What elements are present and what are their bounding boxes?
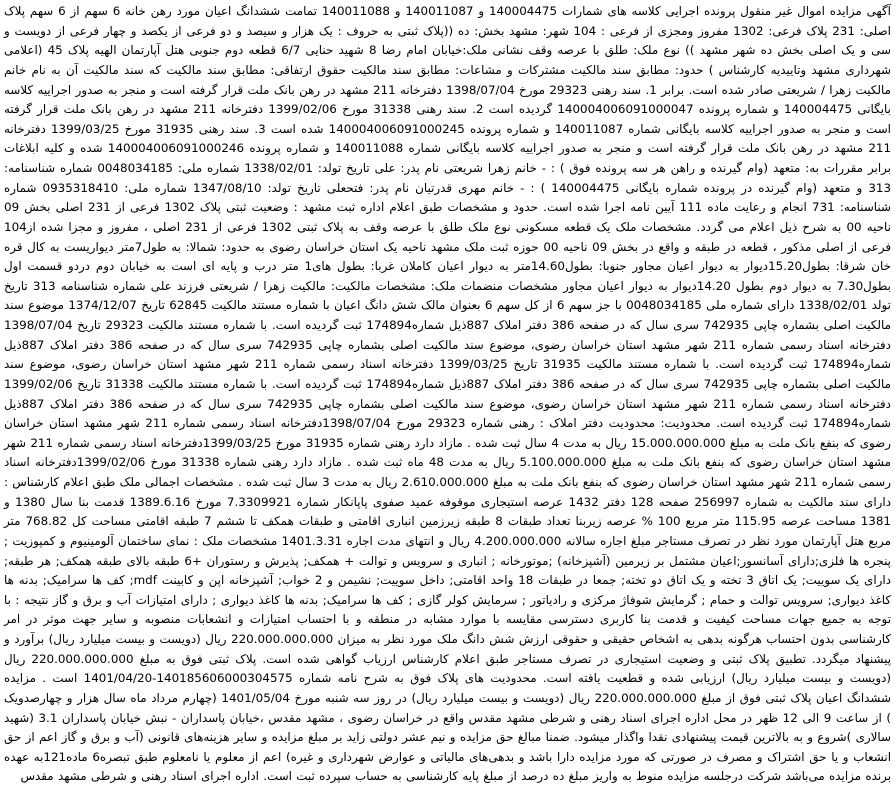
auction-notice-text: آگهی مزایده اموال غیر منقول پرونده اجرایی کلاسه های شمارات 140004475 و 140011087 و 140011088 تمامت ششدانگ اعیان مورد رهن خانه 6 سهم از 6 سهم پلاک اصلی: 231 پلاک فرعی: 1302 مفروز ومجزی از فرعی : 104 شهر: مشهد بخش: ده ((پلاک ثبتی به حروف : یک هزار و سیصد و دو فرعی از یکصد و چهار فرعی از دویست و سی و یک اصلی بخش ده شهر مشهد )) نوع ملک: طلق با عرصه وقف نشانی ملک:خیابان امام رضا 8 شهید حنایی 6/7 قطعه دوم جنوبی هتل آپارتمان الهیه پلاک 45 (اعلامی شهرداری مشهد وتاییدیه کارشناس ) حدود: مطابق سند مالکیت مشترکات و مشاعات: مطابق سند مالکیت حقوق ارتفاقی: مطابق سند مالکیت که سند مالکیت آن به نام خانم مالکیت زهرا / شریعتی صادر شده است. برابر 1. سند رهنی 29323 مورخ 1398/07/04 دفترخانه 211 مشهد در رهن بانک ملت قرار گرفته است و منجر به صدور اجراییه کلاسه بایگانی 140004475 و شماره پرونده 140004006091000047 گردیده است 2. سند رهنی 31338 مورخ 1399/02/06 دفترخانه 211 مشهد در رهن بانک ملت قرار گرفته است و منجر به صدور اجراییه کلاسه بایگانی شماره 140011087 و شماره پرونده 140004006091000245 شده است 3. سند رهنی 31935 مورخ 1399/03/25 دفترخانه 211 مشهد در رهن بانک ملت قرار گرفته است و منجر به صدور اجراییه کلاسه بایگانی شماره 140011088 و شماره پرونده 140004006091000246 شده و کلیه ابلاغات برابر مقررات به: متعهد (وام گیرنده و راهن هر سه پرونده فوق ) : - خانم زهرا شریعتی نام پدر: علی تاریخ تولد: 1338/02/01 شماره ملی: 0048034185 شماره شناسنامه: 313 و متعهد (وام گیرنده در پرونده شماره بایگانی 140004475 ) : - خانم مهری قدرتیان نام پدر: فتحعلی تاریخ تولد: 1347/08/10 شماره ملی: 0935318410 شماره شناسنامه: 731 انجام و رعایت ماده 111 آیین نامه اجرا شده است. حدود و مشخصات طبق اعلام اداره ثبت مشهد : وضعیت ثبتی پلاک 1302 فرعی از 231 اصلی بخش 09 ناحیه 00 به شرح ذیل اعلام می گردد. مشخصات ملک یک قطعه مسکونی نوع ملک طلق با عرصه وقف به پلاک ثبتی 1302 فرعی از 231 اصلی ، مفروز و مجزا شده از104 فرعی از اصلی مذکور ، قطعه در طبقه و واقع در بخش 09 ناحیه 00 حوزه ثبت ملک مشهد ناحیه یک استان خراسان رضوی به حدود: شمالا: به طول7متر دیواریست به کال قره خان شرقا: بطول15.20دیوار به دیوار اعیان مجاور جنوبا: بطول14.60متر به دیوار اعیان کاملان غربا: بطول های1 متر درب و پایه ای است به خیابان دوم دردو قسمت اول بطول7.30 به دیوار دوم بطول 14.20دیوار به دیوار اعیان مجاور مشخصات منضمات ملک: مشخصات مالکیت: مالکیت زهرا / شریعتی فرزند علی شماره شناسنامه 313 تاریخ تولد 1338/02/01 دارای شماره ملی 0048034185 با جز سهم 6 از کل سهم 6 بعنوان مالک شش دانگ اعیان با شماره مستند مالکیت 62845 تاریخ 1374/12/07 موضوع سند مالکیت اصلی بشماره چاپی 742935 سری سال که در صفحه 386 دفتر املاک 887ذیل شماره174894 ثبت گردیده است. با شماره مستند مالکیت 29323 تاریخ 1398/07/04 دفترخانه اسناد رسمی شماره 211 شهر مشهد استان خراسان رضوی، موضوع سند مالکیت اصلی بشماره چاپی 742935 سری سال که در صفحه 386 دفتر املاک 887ذیل شماره174894 ثبت گردیده است. با شماره مستند مالکیت 31935 تاریخ 1399/03/25 دفترخانه اسناد رسمی شماره 211 شهر مشهد استان خراسان رضوی، موضوع سند مالکیت اصلی بشماره چاپی 742935 سری سال که در صفحه 386 دفتر املاک 887ذیل شماره174894 ثبت گردیده است. با شماره مستند مالکیت 31338 تاریخ 1399/02/06 دفترخانه اسناد رسمی شماره 211 شهر مشهد استان خراسان رضوی، موضوع سند مالکیت اصلی بشماره چاپی 742935 سری سال که در صفحه 386 دفتر املاک 887ذیل شماره174894 ثبت گردیده است. محدودیت: محدودیت دفتر املاک : رهنی شماره 29323 مورخ 1398/07/04دفترخانه اسناد رسمی شماره 211 شهر مشهد استان خراسان رضوی که بنفع بانک ملت به مبلغ 15.000.000.000 ریال به مدت 4 سال ثبت شده . مازاد دارد رهنی شماره 31935 مورخ 1399/03/25دفترخانه اسناد رسمی شماره 211 شهر مشهد استان خراسان رضوی که بنفع بانک ملت به مبلغ 5.100.000.000 ریال به مدت 48 ماه ثبت شده . مازاد دارد رهنی شماره 31338 مورخ 1399/02/06دفترخانه اسناد رسمی شماره 211 شهر مشهد استان خراسان رضوی که بنفع بانک ملت به مبلغ 2.610.000.000 ریال به مدت 3 سال ثبت شده . مشخصات اجمالی ملک طبق اعلام کارشناس : دارای سند مالکیت به شماره 256997 صفحه 128 دفتر 1432 عرصه استیجاری موقوفه عمید صفوی پاپانکار شماره 7.3309921 مورخ 1389.6.16 قدمت بنا سال 1380 و 1381 مساحت عرصه 115.95 متر مربع 100 % عرصه زیربنا تعداد طبقات 8 طبقه زیرزمین انباری اقامتی و طبقات همکف تا ششم 7 طبقه اقامتی مساحت کل 768.82 متر مربع هتل آپارتمان مورد نظر در تصرف مستاجر مبلغ اجاره سالانه 4.200.000.000 ریال و انتهای مدت اجاره 1401.3.31 مشخصات ملک : نمای ساختمان آلومینیوم و کمپوزیت ; پنجره ها فلزی;دارای آسانسور;اعیان مشتمل بر زیرمین (آشپزخانه) ;موتورخانه ; انباری و سرویس و توالت + همکف; پذیرش و رستوران +6 طبقه بالای طبقه همکف; هر طبقه; دارای یک سوییت; یک اتاق 3 تخته و یک اتاق دو تخته; جمعا در طبقات 18 واحد اقامتی; داخل سوییت; نشیمن و 2 خواب; آشپزخانه اپن و کابینت mdf; کف ها سرامیک; بدنه ها کاغذ دیواری; سرویس توالت و حمام ; گرمایش شوفاژ مرکزی و رادیاتور ; سرمایش کولر گازی ; کف ها سرامیک; بدنه ها کاغذ دیواری ; دارای امتیازات آب و برق و گاز نتیجه : با توجه به جمیع جهات مساحت کیفیت و قدمت بنا کاربری دسترسی مقایسه با موارد مشابه در منطقه و با احتساب امتیازات و انشعابات منصوبه و سایر جهت موثر در امر کارشناسی بدون احتساب هرگونه بدهی به اشخاص حقیقی و حقوقی ارزش شش دانگ ملک مورد نظر به میزان 220.000.000.000 ریال (دویست و بیست میلیارد ریال) برآورد و پیشنهاد میگردد. تطبیق پلاک ثبتی و وضعیت استیجاری در تصرف مستاجر طبق اعلام کارشناس ارزیاب گواهی شده است. پلاک ثبتی فوق به مبلغ 220.000.000.000 ریال (دویست و بیست میلیارد ریال) ارزیابی شده و قطعیت یافته است. محدودیت های پلاک فوق به شرح نامه شماره 140185606000304575-1401/04/20 است . مزایده ششدانگ اعیان پلاک ثبتی فوق از مبلغ 220.000.000.000 ریال (دویست و بیست میلیارد ریال) در روز سه شنبه مورخ 1401/05/04 (چهارم مرداد ماه سال هزار و چهارصدویک ) از ساعت 9 الی 12 ظهر در محل اداره اجرای اسناد رهنی و شرطی مشهد مقدس واقع در خراسان رضوی ، مشهد مقدس ،خیابان پاسداران - نبش خیابان پاسداران 3.1 (شهید سالاری )شروع و به بالاترین قیمت پیشنهادی نقدا واگذار میشود. ضمنا مبالغ حق مزایده و نیم عشر دولتی زاید بر مبلغ مزایده و سایر هزینه‌های قانونی (آب و برق و گاز اعم از حق انشعاب و یا حق اشتراک و مصرف در صورتی که مورد مزایده دارا باشد و بدهی‌های مالیاتی و عوارض شهرداری و غیره) اعم از معلوم یا نامعلوم طبق تبصره6 ماده121به عهده برنده مزایده می‌باشد شرکت درجلسه مزایده منوط به واریز مبلغ ده درصد از مبلغ پایه کارشناسی به حساب سپرده ثبت است. اداره اجرای اسناد رهنی و شرطی مشهد مقدس bbox=[4, 4, 892, 784]
